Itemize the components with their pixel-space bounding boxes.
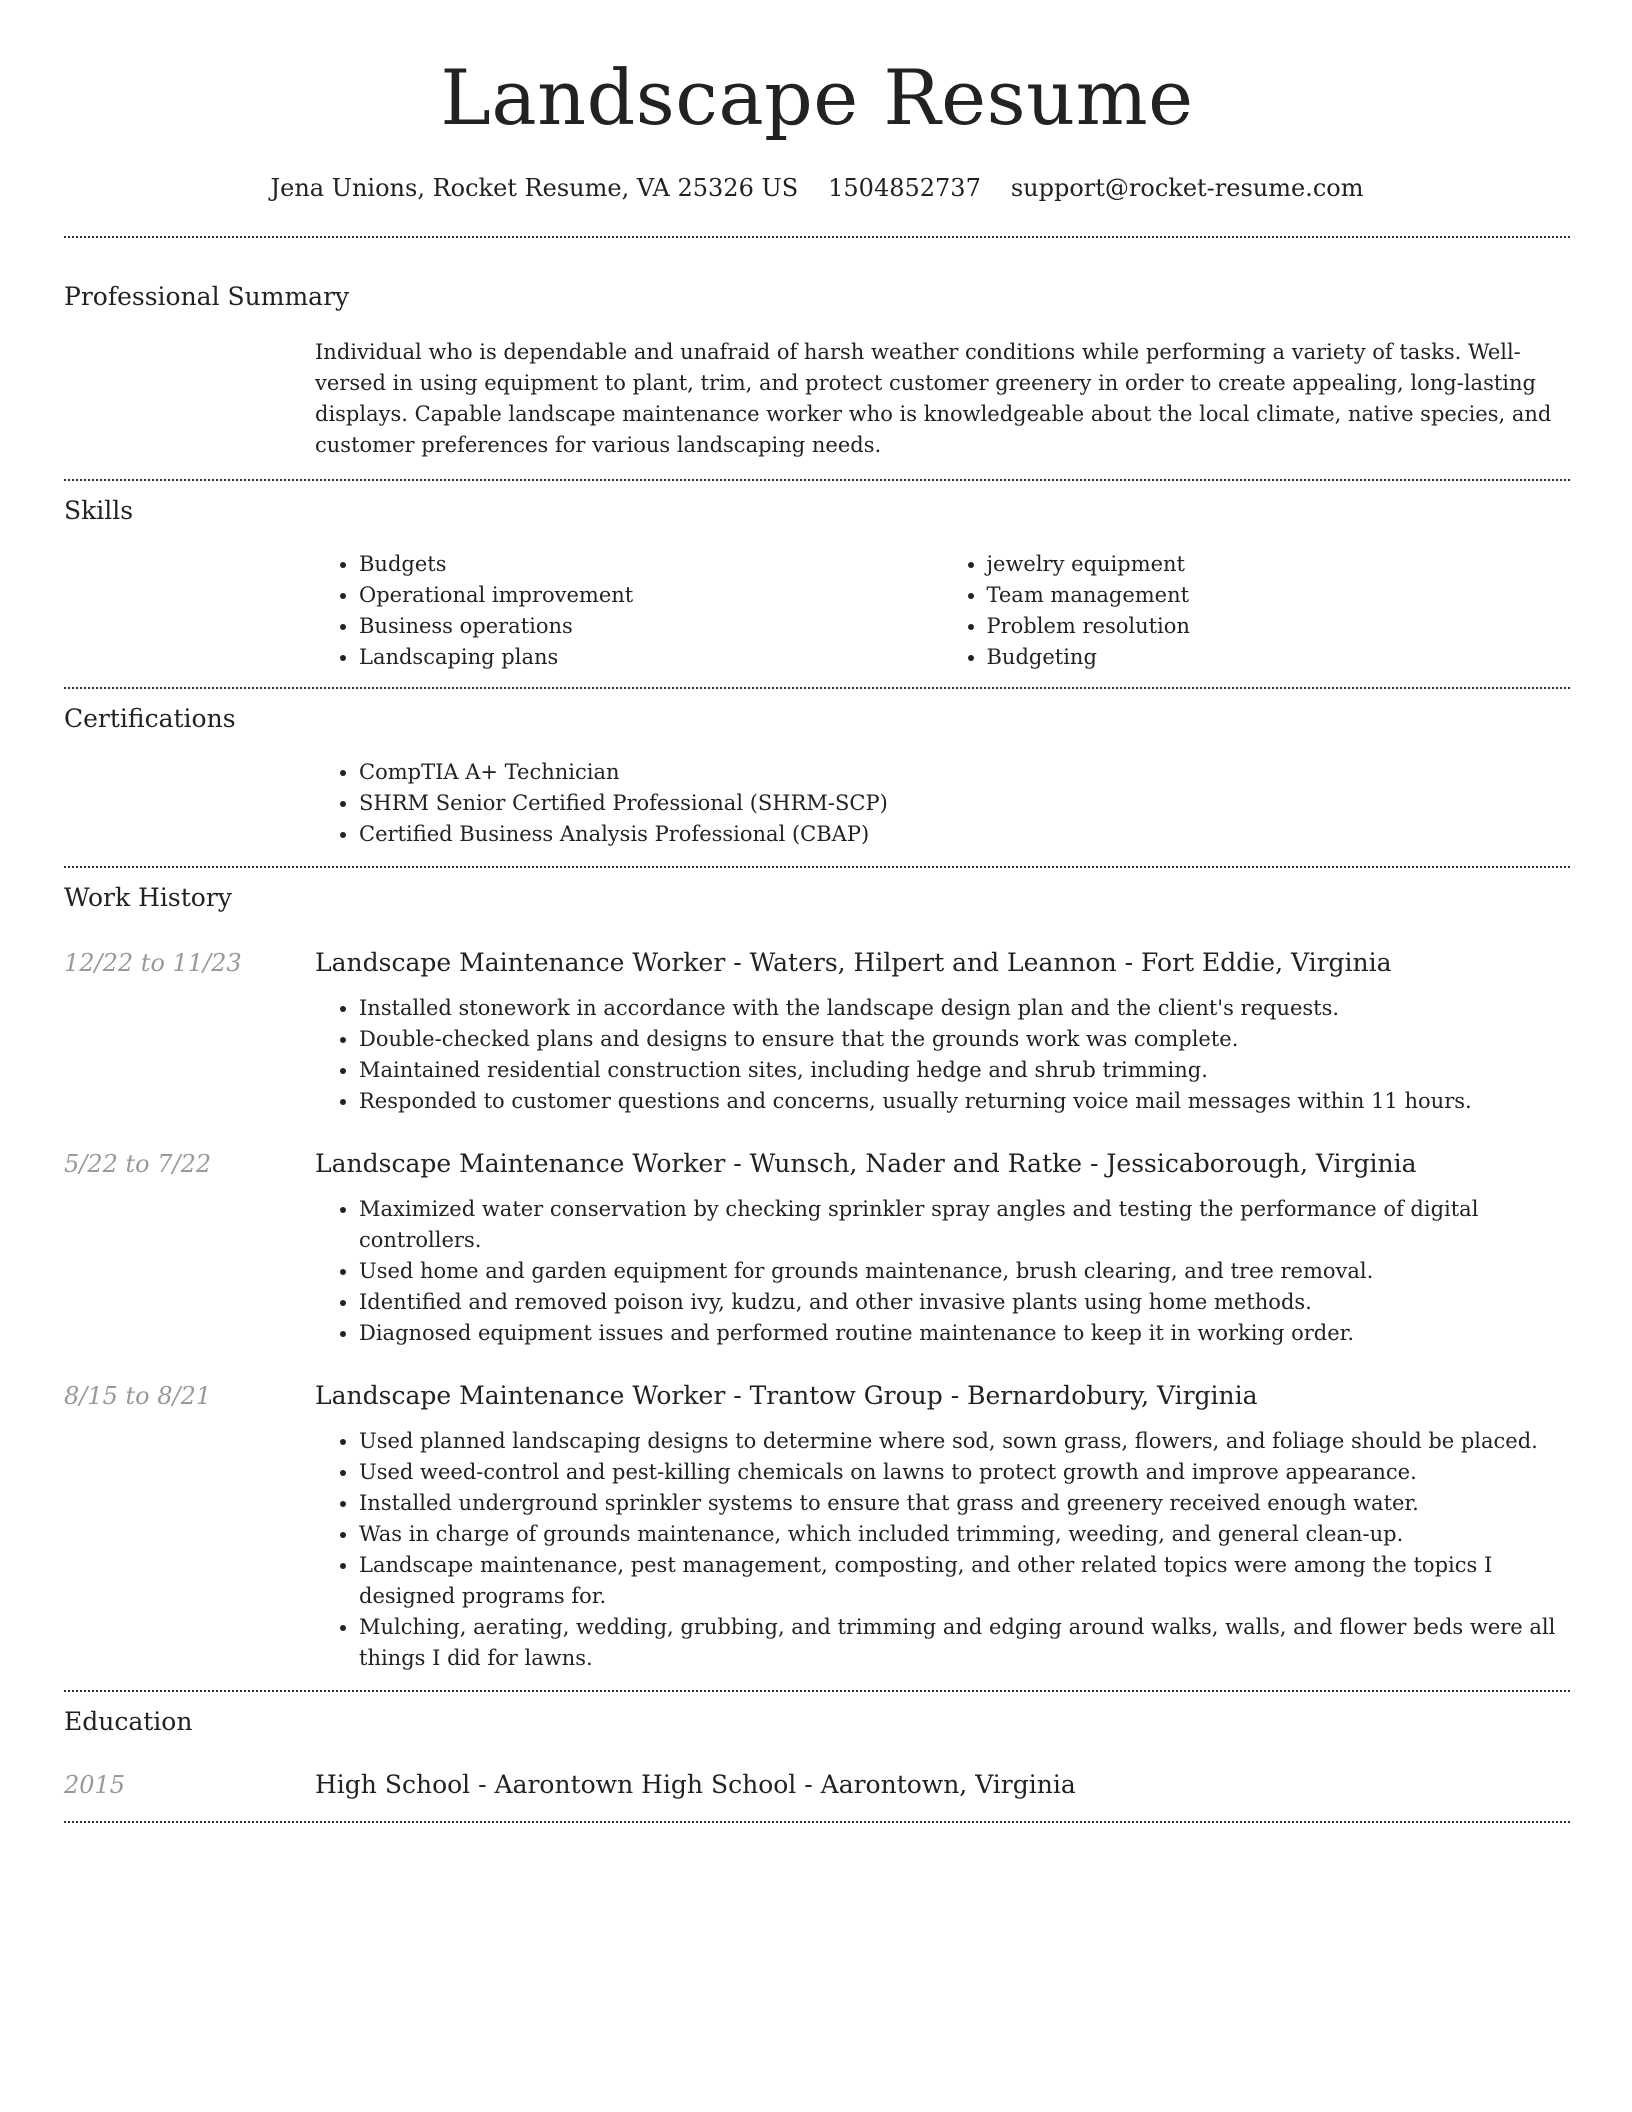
job-title: Landscape Maintenance Worker - Trantow Group - Bernardobury, Virginia xyxy=(315,1381,1258,1410)
certifications-list xyxy=(315,757,1570,850)
certification-item: • SHRM Senior Certified Professional (SHRM-SCP) xyxy=(359,788,1570,819)
job-duties xyxy=(315,1426,1570,1674)
job-duty: • Installed stonework in accordance with the landscape design plan and the client's requests. xyxy=(359,993,1570,1024)
skill-item: • Operational improvement xyxy=(359,580,943,611)
job-header xyxy=(64,1149,1570,1178)
skills-column-1 xyxy=(315,549,943,673)
job-duty: • Maintained residential construction sites, including hedge and shrub trimming. xyxy=(359,1055,1570,1086)
job-duties-list xyxy=(315,1194,1570,1349)
skills-column-2 xyxy=(943,549,1571,673)
job-date: 8/15 to 8/21 xyxy=(64,1382,212,1410)
job-title: Landscape Maintenance Worker - Wunsch, Nader and Ratke - Jessicaborough, Virginia xyxy=(315,1149,1417,1178)
job-duty: • Identified and removed poison ivy, kudzu, and other invasive plants using home methods. xyxy=(359,1287,1570,1318)
skill-item: • Team management xyxy=(987,580,1571,611)
resume-page xyxy=(64,0,1570,1823)
job-duty: • Mulching, aerating, wedding, grubbing, and trimming and edging around walks, walls, and flower beds were all things I did for lawns. xyxy=(359,1612,1570,1674)
divider xyxy=(64,1821,1570,1823)
job-title: Landscape Maintenance Worker - Waters, Hilpert and Leannon - Fort Eddie, Virginia xyxy=(315,948,1392,977)
job-duties xyxy=(315,993,1570,1117)
certifications-bullets xyxy=(315,757,1570,850)
job-duty: • Diagnosed equipment issues and performed routine maintenance to keep it in working order. xyxy=(359,1318,1570,1349)
job-date: 12/22 to 11/23 xyxy=(64,949,242,977)
job-header xyxy=(64,1381,1570,1410)
contact-address: Jena Unions, Rocket Resume, VA 25326 US xyxy=(270,174,799,202)
education-heading: Education xyxy=(64,1707,193,1736)
certification-item: • Certified Business Analysis Professional (CBAP) xyxy=(359,819,1570,850)
education-entry xyxy=(64,1770,1570,1799)
job-duty: • Landscape maintenance, pest management, composting, and other related topics were among the topics I designed programs for. xyxy=(359,1550,1570,1612)
job-duty: • Used home and garden equipment for grounds maintenance, brush clearing, and tree removal. xyxy=(359,1256,1570,1287)
certifications-heading: Certifications xyxy=(64,704,236,733)
skill-item: • jewelry equipment xyxy=(987,549,1571,580)
job-duties-list xyxy=(315,993,1570,1117)
job-duty: • Was in charge of grounds maintenance, which included trimming, weeding, and general clean-up. xyxy=(359,1519,1570,1550)
job-date: 5/22 to 7/22 xyxy=(64,1150,212,1178)
skills-heading: Skills xyxy=(64,496,134,525)
divider xyxy=(64,479,1570,481)
resume-title: Landscape Resume xyxy=(440,53,1194,142)
education-title: High School - Aarontown High School - Aarontown, Virginia xyxy=(315,1770,1076,1799)
skill-item: • Budgeting xyxy=(987,642,1571,673)
education-date: 2015 xyxy=(64,1771,126,1799)
job-duties xyxy=(315,1194,1570,1349)
contact-phone: 1504852737 xyxy=(828,174,981,202)
job-duty: • Double-checked plans and designs to ensure that the grounds work was complete. xyxy=(359,1024,1570,1055)
job-duty: • Used weed-control and pest-killing chemicals on lawns to protect growth and improve appearance. xyxy=(359,1457,1570,1488)
divider xyxy=(64,866,1570,868)
summary-heading: Professional Summary xyxy=(64,282,350,311)
skill-item: • Landscaping plans xyxy=(359,642,943,673)
divider xyxy=(64,1690,1570,1692)
work-history-heading: Work History xyxy=(64,883,232,912)
job-duties-list xyxy=(315,1426,1570,1674)
certification-item: • CompTIA A+ Technician xyxy=(359,757,1570,788)
job-duty: • Installed underground sprinkler systems to ensure that grass and greenery received enough water. xyxy=(359,1488,1570,1519)
contact-line xyxy=(64,174,1570,202)
job-duty: • Used planned landscaping designs to determine where sod, sown grass, flowers, and foliage should be placed. xyxy=(359,1426,1570,1457)
skill-item: • Business operations xyxy=(359,611,943,642)
job-header xyxy=(64,948,1570,977)
divider xyxy=(64,687,1570,689)
contact-email: support@rocket-resume.com xyxy=(1010,174,1364,202)
summary-text: Individual who is dependable and unafraid of harsh weather conditions while performing a variety of tasks. Well-versed in using equipment to plant, trim, and protect customer greenery in order to create appealing, long-lasting displays. Capable landscape maintenance worker who is knowledgeable about the local climate, native species, and customer preferences for various landscaping needs. xyxy=(315,340,1552,457)
skill-item: • Problem resolution xyxy=(987,611,1571,642)
job-duty: • Responded to customer questions and concerns, usually returning voice mail messages within 11 hours. xyxy=(359,1086,1570,1117)
skills-list xyxy=(315,549,1570,673)
job-duty: • Maximized water conservation by checking sprinkler spray angles and testing the performance of digital controllers. xyxy=(359,1194,1570,1256)
skill-item: • Budgets xyxy=(359,549,943,580)
divider xyxy=(64,236,1570,238)
